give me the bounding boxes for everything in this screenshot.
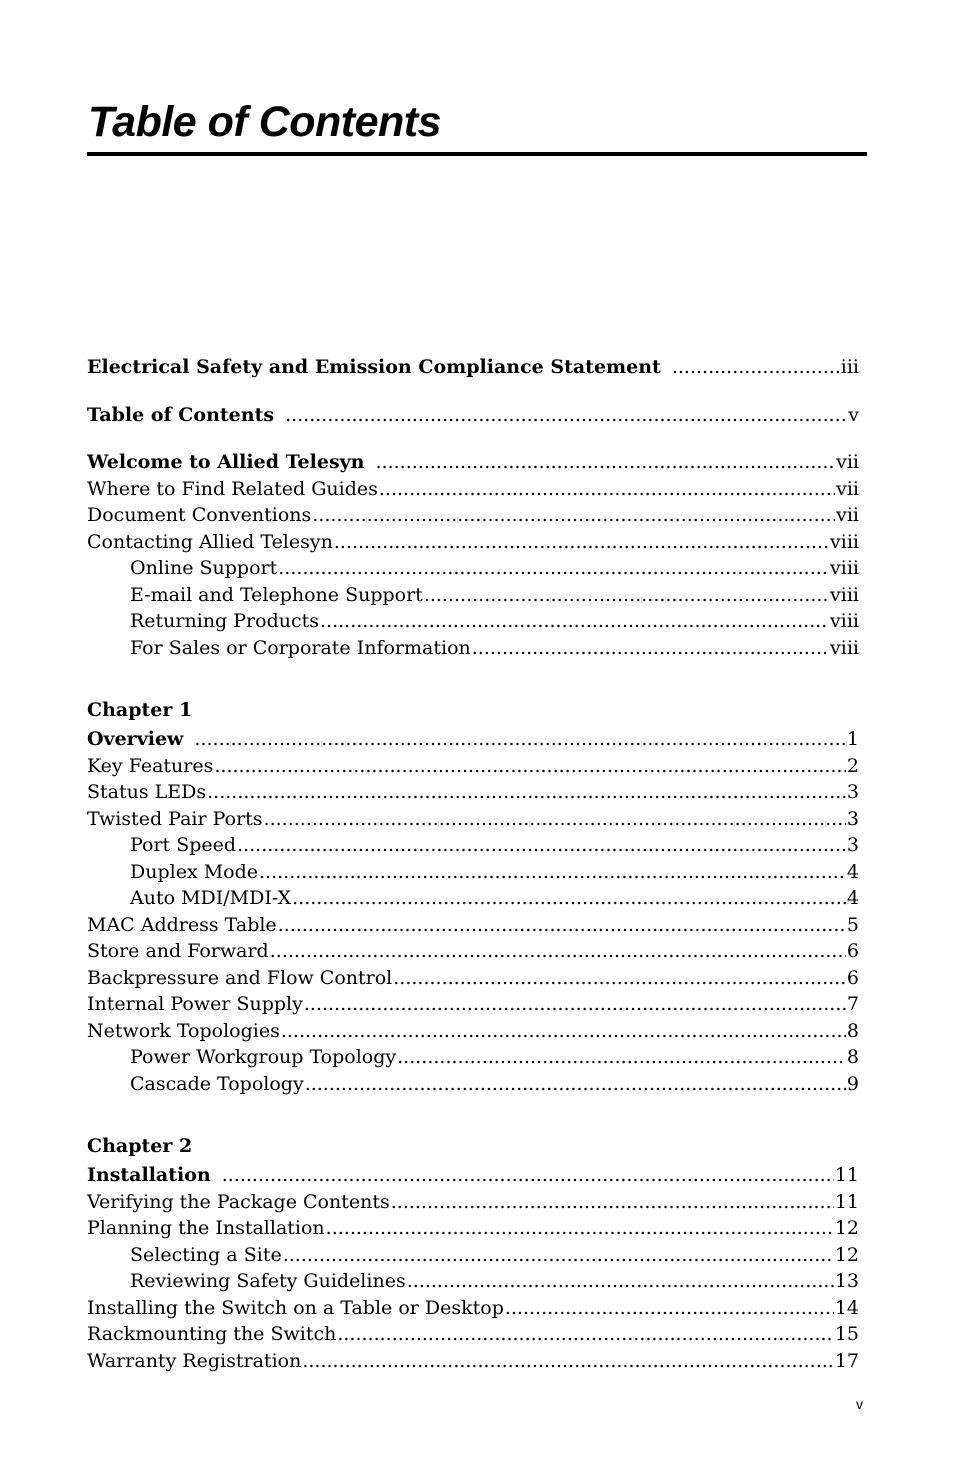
dot-leader	[292, 885, 846, 912]
dot-leader	[270, 938, 846, 965]
toc-page-number: 11	[834, 1190, 859, 1213]
toc-entry[interactable]	[87, 779, 859, 806]
toc-subentry[interactable]	[87, 1268, 859, 1295]
toc-page-number: 6	[846, 940, 859, 962]
toc-entry[interactable]	[87, 502, 859, 529]
dot-leader	[259, 859, 846, 886]
toc-entry-title: Where to Find Related Guides	[87, 477, 378, 500]
dot-leader	[302, 1348, 833, 1375]
toc-entry-title: Installation	[87, 1164, 211, 1186]
toc-entry[interactable]	[87, 1189, 859, 1216]
dot-leader	[305, 1071, 846, 1098]
dot-leader	[281, 1018, 846, 1045]
toc-page-number: viii	[830, 557, 859, 579]
toc-page-number: 12	[834, 1243, 859, 1266]
toc-entry-title: Network Topologies	[87, 1019, 280, 1042]
page-title: Table of Contents	[88, 98, 442, 146]
toc-entry[interactable]	[87, 991, 859, 1018]
toc-subentry[interactable]	[87, 635, 859, 662]
dot-leader	[397, 1044, 846, 1071]
toc-page-number: vii	[836, 504, 859, 526]
toc-page-number: 5	[846, 913, 859, 936]
toc-entry-title: MAC Address Table	[87, 913, 277, 936]
toc-page-number: iii	[840, 356, 859, 378]
toc-entry-title: Electrical Safety and Emission Compliance Statement	[87, 356, 661, 378]
toc-page-number: 4	[846, 860, 859, 883]
toc-entry[interactable]	[87, 402, 859, 429]
toc-entry-title: Planning the Installation	[87, 1217, 325, 1239]
toc-entry-title: Rackmounting the Switch	[87, 1323, 337, 1345]
toc-entry-title: Cascade Topology	[130, 1072, 304, 1095]
toc-page-number: 7	[846, 993, 859, 1015]
dot-leader	[312, 502, 835, 529]
title-rule	[87, 152, 867, 156]
dot-leader	[214, 753, 846, 780]
toc-entry-title: Warranty Registration	[87, 1349, 302, 1372]
dot-leader	[393, 965, 846, 992]
toc-entry[interactable]	[87, 938, 859, 965]
dot-leader	[424, 582, 829, 609]
toc-entry[interactable]	[87, 912, 859, 939]
toc-entry[interactable]	[87, 354, 859, 381]
toc-entry-title: For Sales or Corporate Information	[130, 636, 471, 659]
dot-leader	[472, 635, 829, 662]
toc-page-number: 3	[846, 781, 859, 803]
toc-page-number: 9	[846, 1072, 859, 1095]
toc-entry-title: Overview	[87, 728, 184, 750]
toc-subentry[interactable]	[87, 832, 859, 859]
toc-page-number: viii	[830, 583, 859, 606]
dot-leader	[264, 806, 846, 833]
toc-entry-title: Port Speed	[130, 834, 237, 856]
dot-leader	[222, 1162, 834, 1189]
dot-leader	[207, 779, 846, 806]
toc-entry-title: Contacting Allied Telesyn	[87, 530, 333, 553]
toc-entry-title: Power Workgroup Topology	[130, 1046, 397, 1068]
toc-entry-title: Twisted Pair Ports	[87, 807, 263, 830]
toc-page-number: viii	[830, 636, 859, 659]
toc-entry[interactable]	[87, 965, 859, 992]
toc-entry[interactable]	[87, 806, 859, 833]
toc-entry-title: Returning Products	[130, 610, 319, 632]
toc-subentry[interactable]	[87, 885, 859, 912]
dot-leader	[278, 555, 829, 582]
toc-page-number: 14	[834, 1296, 859, 1319]
toc-entry-title: Reviewing Safety Guidelines	[130, 1270, 406, 1292]
toc-entry[interactable]	[87, 1215, 859, 1242]
toc-subentry[interactable]	[87, 1071, 859, 1098]
toc-entry[interactable]	[87, 753, 859, 780]
toc-entry[interactable]	[87, 1295, 859, 1322]
toc-subentry[interactable]	[87, 1242, 859, 1269]
toc-entry-title: Auto MDI/MDI-X	[130, 887, 292, 909]
toc-entry[interactable]	[87, 476, 859, 503]
toc-page-number: 4	[846, 887, 859, 909]
toc-subentry[interactable]	[87, 582, 859, 609]
toc-page-number: viii	[830, 530, 859, 553]
dot-leader	[407, 1268, 834, 1295]
toc-entry[interactable]	[87, 529, 859, 556]
toc-entry[interactable]	[87, 449, 859, 476]
toc-page-number: vii	[836, 451, 859, 473]
dot-leader	[194, 726, 846, 753]
toc-page-number: 8	[846, 1046, 859, 1068]
toc-entry-title: Online Support	[130, 557, 278, 579]
dot-leader	[376, 449, 836, 476]
dot-leader	[320, 608, 829, 635]
toc-page-number: 3	[846, 834, 859, 856]
dot-leader	[379, 476, 835, 503]
toc-page-number: 6	[846, 966, 859, 989]
toc-entry[interactable]	[87, 1162, 859, 1189]
toc-entry-title: Table of Contents	[87, 403, 275, 426]
dot-leader	[237, 832, 846, 859]
toc-entry-title: Installing the Switch on a Table or Desktop	[87, 1296, 504, 1319]
toc-entry-title: Backpressure and Flow Control	[87, 966, 393, 989]
toc-page-number: 12	[834, 1217, 859, 1239]
dot-leader	[304, 991, 846, 1018]
dot-leader	[337, 1321, 833, 1348]
toc-entry-title: Status LEDs	[87, 781, 207, 803]
toc-page-number: vii	[836, 477, 859, 500]
toc-entry-title: E-mail and Telephone Support	[130, 583, 423, 606]
toc-entry-title: Welcome to Allied Telesyn	[87, 451, 365, 473]
dot-leader	[283, 1242, 834, 1269]
toc-subentry[interactable]	[87, 859, 859, 886]
dot-leader	[334, 529, 829, 556]
dot-leader	[672, 354, 840, 381]
dot-leader	[391, 1189, 834, 1216]
toc-page-number: v	[848, 403, 859, 426]
dot-leader	[278, 912, 846, 939]
chapter-label: Chapter 2	[87, 1135, 193, 1157]
toc-entry-title: Internal Power Supply	[87, 993, 303, 1015]
toc-entry-title: Document Conventions	[87, 504, 312, 526]
page-number: v	[856, 1396, 863, 1412]
toc-entry[interactable]	[87, 1321, 859, 1348]
toc-page-number: 2	[846, 754, 859, 777]
toc-entry-title: Store and Forward	[87, 940, 269, 962]
toc-entry[interactable]	[87, 1018, 859, 1045]
toc-page-number: 15	[834, 1323, 859, 1345]
dot-leader	[285, 402, 847, 429]
dot-leader	[505, 1295, 834, 1322]
toc-page-number: 17	[834, 1349, 859, 1372]
toc-page-number: 8	[846, 1019, 859, 1042]
toc-entry[interactable]	[87, 1348, 859, 1375]
table-of-contents	[87, 354, 859, 1374]
dot-leader	[326, 1215, 834, 1242]
toc-entry[interactable]	[87, 726, 859, 753]
toc-page-number: viii	[830, 610, 859, 632]
toc-entry-title: Verifying the Package Contents	[87, 1190, 390, 1213]
toc-page-number: 11	[834, 1164, 859, 1186]
toc-page-number: 1	[846, 728, 859, 750]
toc-subentry[interactable]	[87, 555, 859, 582]
toc-subentry[interactable]	[87, 608, 859, 635]
toc-entry-title: Duplex Mode	[130, 860, 259, 883]
toc-subentry[interactable]	[87, 1044, 859, 1071]
toc-page-number: 3	[846, 807, 859, 830]
toc-page-number: 13	[834, 1270, 859, 1292]
chapter-label: Chapter 1	[87, 699, 193, 721]
toc-entry-title: Key Features	[87, 754, 214, 777]
toc-entry-title: Selecting a Site	[130, 1243, 282, 1266]
